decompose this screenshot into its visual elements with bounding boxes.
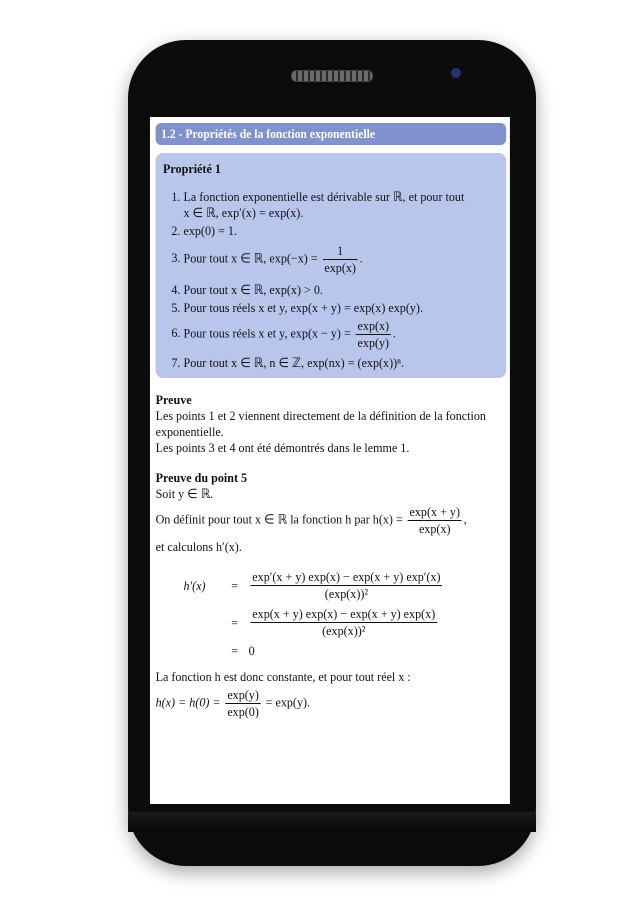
item-text: exp(0) = 1.: [183, 223, 237, 238]
item-text: Pour tous réels x et y, exp(x − y) =: [183, 325, 351, 341]
item-text: La fonction exponentielle est dérivable sur ℝ, et pour tout: [183, 189, 465, 204]
list-item: [183, 300, 496, 316]
proof5-definition: On définit pour tout x ∈ ℝ la fonction h par h(x) = $\frac{\exp(x + y)}{\exp(x)}$ ,: [155, 504, 467, 536]
fraction: $\frac{\exp(x)}{\exp(y)}$: [357, 318, 390, 350]
list-item: [183, 189, 496, 221]
proof-section: [156, 392, 507, 456]
list-item: [183, 355, 496, 371]
property-title: Propriété 1: [163, 161, 221, 176]
fraction: $\frac{\exp(y)}{\exp(0)}$: [227, 687, 259, 719]
proof-title: Preuve: [155, 392, 192, 407]
phone-bottom-bar: [128, 812, 536, 832]
item-text: Pour tout x ∈ ℝ, exp(−x) =: [183, 250, 318, 266]
proof5-line: et calculons h′(x).: [155, 539, 242, 554]
item-text: x ∈ ℝ, exp′(x) = exp(x).: [183, 205, 304, 220]
list-item: [183, 282, 496, 298]
proof-line: exponentielle.: [155, 424, 224, 439]
proof5-section: [156, 470, 507, 720]
fraction: $\frac{\exp(x + y) \exp(x) - \exp(x + y) \exp(x)}{\text{(exp(x))²}}$: [252, 606, 436, 638]
property-box: [156, 153, 507, 378]
camera-icon: [451, 68, 461, 78]
proof5-line: Soit y ∈ ℝ.: [155, 486, 214, 501]
item-text: Pour tout x ∈ ℝ, exp(x) > 0.: [183, 282, 323, 297]
equation-row: = $\frac{\exp(x + y) \exp(x) - \exp(x + y) \exp(x)}{\text{(exp(x))²}}$: [231, 606, 436, 638]
proof-line: Les points 1 et 2 viennent directement de la définition de la fonction: [155, 408, 486, 423]
equation-row: = 0: [231, 643, 255, 658]
equation-row: h′(x) = $\frac{\exp'(x + y) \exp(x) - \exp(x + y) \exp'(x)}{\text{(exp(x))²}}$: [183, 569, 441, 601]
item-text: Pour tous réels x et y, exp(x + y) = exp(x) exp(y).: [183, 300, 423, 315]
fraction: $\frac{\exp'(x + y) \exp(x) - \exp(x + y) \exp'(x)}{\text{(exp(x))²}}$: [252, 569, 441, 601]
list-item: [183, 223, 496, 239]
speaker-grille: [291, 70, 373, 82]
proof5-title: Preuve du point 5: [155, 470, 248, 485]
list-item: 6. Pour tous réels x et y, exp(x − y) = $\frac{\exp(x)}{\exp(y)}$ .: [183, 318, 496, 351]
derivative-equation: [183, 569, 506, 659]
item-text: Pour tout x ∈ ℝ, n ∈ ℤ, exp(nx) = (exp(x))ⁿ.: [183, 355, 404, 370]
list-item: 3. Pour tout x ∈ ℝ, exp(−x) = $\frac{1}{\exp(x)}$ .: [183, 243, 496, 276]
screen[interactable]: [150, 117, 510, 804]
fraction: $\frac{\exp(x + y)}{\exp(x)}$: [409, 504, 460, 536]
proof5-line: La fonction h est donc constante, et pour tout réel x :: [155, 669, 411, 684]
section-header: 1.2 - Propriétés de la fonction exponentielle: [156, 123, 507, 145]
proof-line: Les points 3 et 4 ont été démontrés dans le lemme 1.: [155, 440, 410, 455]
fraction: $\frac{1}{\exp(x)}$: [324, 243, 356, 275]
property-list: [163, 189, 497, 371]
proof5-final: h(x) = h(0) = $\frac{\exp(y)}{\exp(0)}$ = exp(y).: [155, 687, 311, 719]
